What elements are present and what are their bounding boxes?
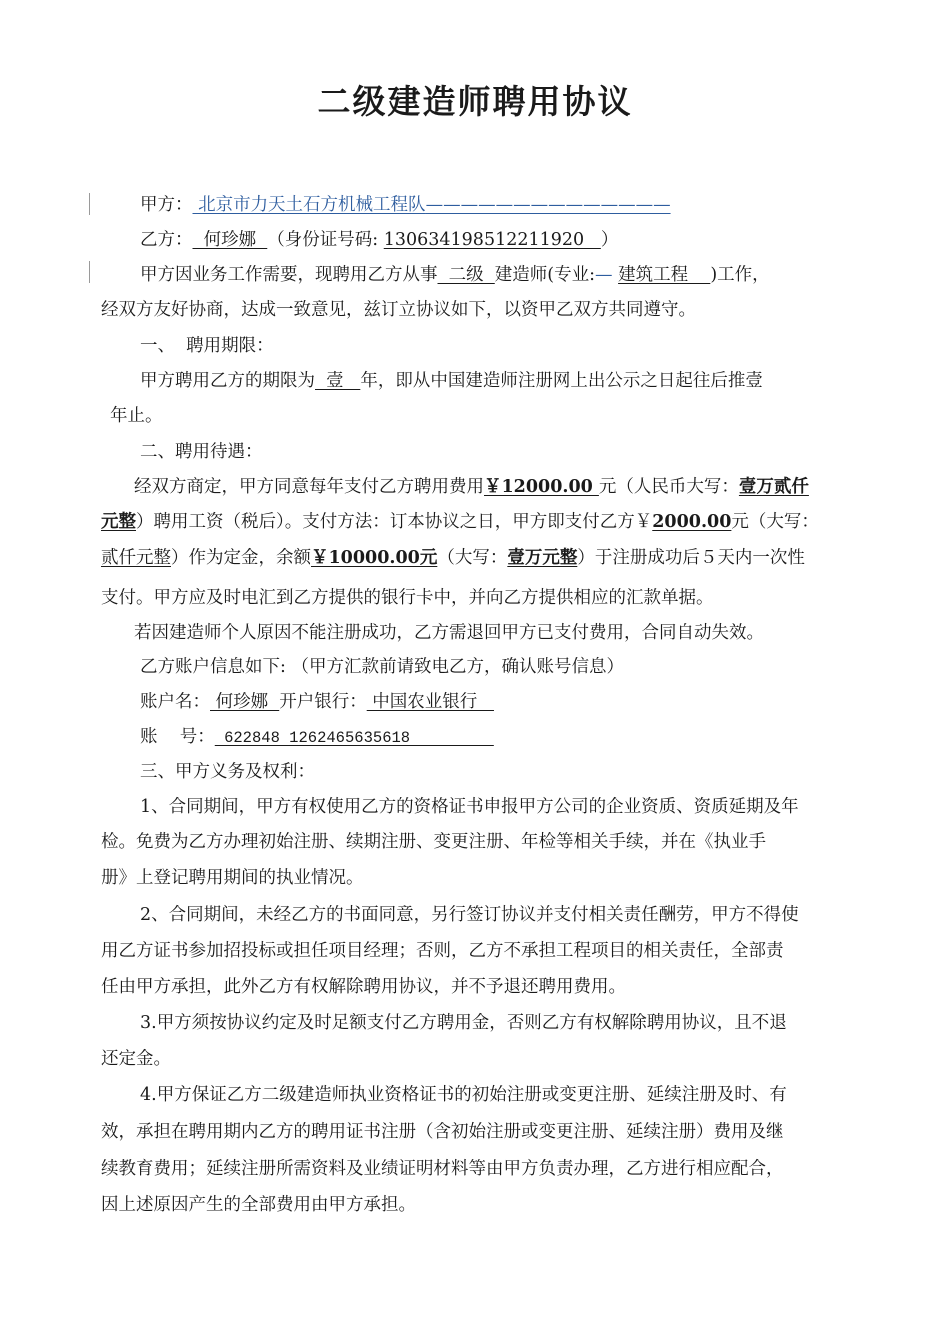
holder-name: 何珍娜 bbox=[210, 692, 280, 712]
party-a-label: 甲方： bbox=[140, 195, 193, 215]
clause-2-line: 任由甲方承担，此外乙方有权解除聘用协议，并不予退还聘用费用。 bbox=[101, 977, 626, 997]
balance-amount: ￥10000.00元 bbox=[311, 548, 438, 568]
major-field: 建筑工程 bbox=[618, 265, 711, 285]
bank-label: 开户银行： bbox=[279, 692, 367, 712]
margin-change-bar bbox=[89, 193, 91, 215]
pay-text: ）聘用工资（税后）。支付方法：订本协议之日，甲方即支付乙方￥ bbox=[136, 512, 653, 532]
pay-text: 经双方商定，甲方同意每年支付乙方聘用费用 bbox=[134, 477, 484, 497]
section-2-heading: 二、聘用待遇： bbox=[140, 442, 263, 462]
intro-text: )工作， bbox=[710, 265, 770, 285]
party-a-line bbox=[140, 193, 671, 217]
clause-3-line: 3.甲方须按协议约定及时足额支付乙方聘用金，否则乙方有权解除聘用协议，且不退 bbox=[140, 1013, 787, 1033]
annual-fee: ￥12000.00 bbox=[484, 477, 599, 497]
intro-text: 甲方因业务工作需要，现聘用乙方从事 bbox=[140, 265, 438, 285]
clause-4-line: 续教育费用；延续注册所需资料及业绩证明材料等由甲方负责办理，乙方进行相应配合， bbox=[101, 1159, 784, 1179]
major-dash: — bbox=[595, 265, 619, 285]
holder-label: 账户名： bbox=[140, 692, 210, 712]
deposit-amount: 2000.00 bbox=[652, 512, 732, 532]
intro-text: 建造师(专业: bbox=[494, 265, 595, 285]
clause-2-line: 用乙方证书参加招投标或担任项目经理；否则，乙方不承担工程项目的相关责任，全部责 bbox=[101, 941, 784, 961]
balance-chinese: 壹万元整 bbox=[507, 548, 578, 568]
account-label: 账 号： bbox=[140, 727, 215, 747]
term-text: 甲方聘用乙方的期限为 bbox=[140, 371, 315, 391]
party-a-name: 北京市力天土石方机械工程队 bbox=[192, 195, 426, 215]
deposit-chinese: 贰仟元整 bbox=[101, 548, 171, 568]
party-b-line bbox=[140, 228, 618, 252]
pay-line-4: 支付。甲方应及时电汇到乙方提供的银行卡中，并向乙方提供相应的汇款单据。 bbox=[101, 588, 714, 608]
pay-line-5: 若因建造师个人原因不能注册成功，乙方需退回甲方已支付费用，合同自动失效。 bbox=[134, 623, 764, 643]
party-a-trail: —————————————— bbox=[425, 195, 671, 215]
account-intro: 乙方账户信息如下: （甲方汇款前请致电乙方，确认账号信息） bbox=[140, 657, 624, 677]
id-label: （身份证号码: bbox=[267, 230, 384, 250]
section-1-heading: 一、 聘用期限： bbox=[140, 336, 274, 356]
id-number: 130634198512211920 bbox=[383, 230, 601, 250]
annual-fee-chinese: 壹万贰仟 bbox=[738, 477, 809, 497]
section-3-heading: 三、甲方义务及权利： bbox=[140, 762, 315, 782]
term-line-1 bbox=[140, 369, 763, 393]
id-close: ） bbox=[600, 230, 619, 250]
margin-change-bar bbox=[89, 261, 91, 283]
pay-line-3 bbox=[101, 546, 805, 570]
clause-4-line: 4.甲方保证乙方二级建造师执业资格证书的初始注册或变更注册、延续注册及时、有 bbox=[140, 1085, 787, 1105]
clause-1-line: 册》上登记聘用期间的执业情况。 bbox=[101, 868, 364, 888]
pay-line-1 bbox=[134, 475, 809, 499]
clause-4-line: 效，承担在聘用期内乙方的聘用证书注册（含初始注册或变更注册、延续注册）费用及继 bbox=[101, 1122, 784, 1142]
pay-line-2 bbox=[101, 510, 819, 534]
account-holder-line bbox=[140, 690, 494, 714]
clause-2-line: 2、合同期间，未经乙方的书面同意，另行签订协议并支付相关责任酬劳，甲方不得使 bbox=[140, 905, 799, 925]
term-line-2: 年止。 bbox=[110, 406, 163, 426]
clause-3-line: 还定金。 bbox=[101, 1049, 171, 1069]
level-field: 二级 bbox=[437, 265, 495, 285]
account-number-line bbox=[140, 725, 494, 750]
clause-1-line: 检。免费为乙方办理初始注册、续期注册、变更注册、年检等相关手续，并在《执业手 bbox=[101, 832, 766, 852]
term-text: 年，即从中国建造师注册网上出公示之日起往后推壹 bbox=[360, 371, 763, 391]
clause-4-line: 因上述原因产生的全部费用由甲方承担。 bbox=[101, 1195, 416, 1215]
intro-line-1 bbox=[140, 263, 770, 287]
pay-text: ）作为定金，余额 bbox=[171, 548, 311, 568]
pay-text: ）于注册成功后５天内一次性 bbox=[577, 548, 805, 568]
pay-text: 元（人民币大写： bbox=[598, 477, 739, 497]
term-years: 壹 bbox=[315, 371, 361, 391]
pay-text: （大写： bbox=[437, 548, 508, 568]
annual-fee-chinese-end: 元整 bbox=[101, 512, 136, 532]
party-b-name: 何珍娜 bbox=[192, 230, 268, 250]
clause-1-line: 1、合同期间，甲方有权使用乙方的资格证书申报甲方公司的企业资质、资质延期及年 bbox=[140, 797, 799, 817]
party-b-label: 乙方： bbox=[140, 230, 193, 250]
document-title: 二级建造师聘用协议 bbox=[317, 82, 633, 121]
account-number: 622848 1262465635618 bbox=[214, 729, 494, 747]
bank-name: 中国农业银行 bbox=[366, 692, 494, 712]
intro-line-2: 经双方友好协商，达成一致意见，兹订立协议如下，以资甲乙双方共同遵守。 bbox=[101, 300, 696, 320]
pay-text: 元（大写： bbox=[731, 512, 819, 532]
